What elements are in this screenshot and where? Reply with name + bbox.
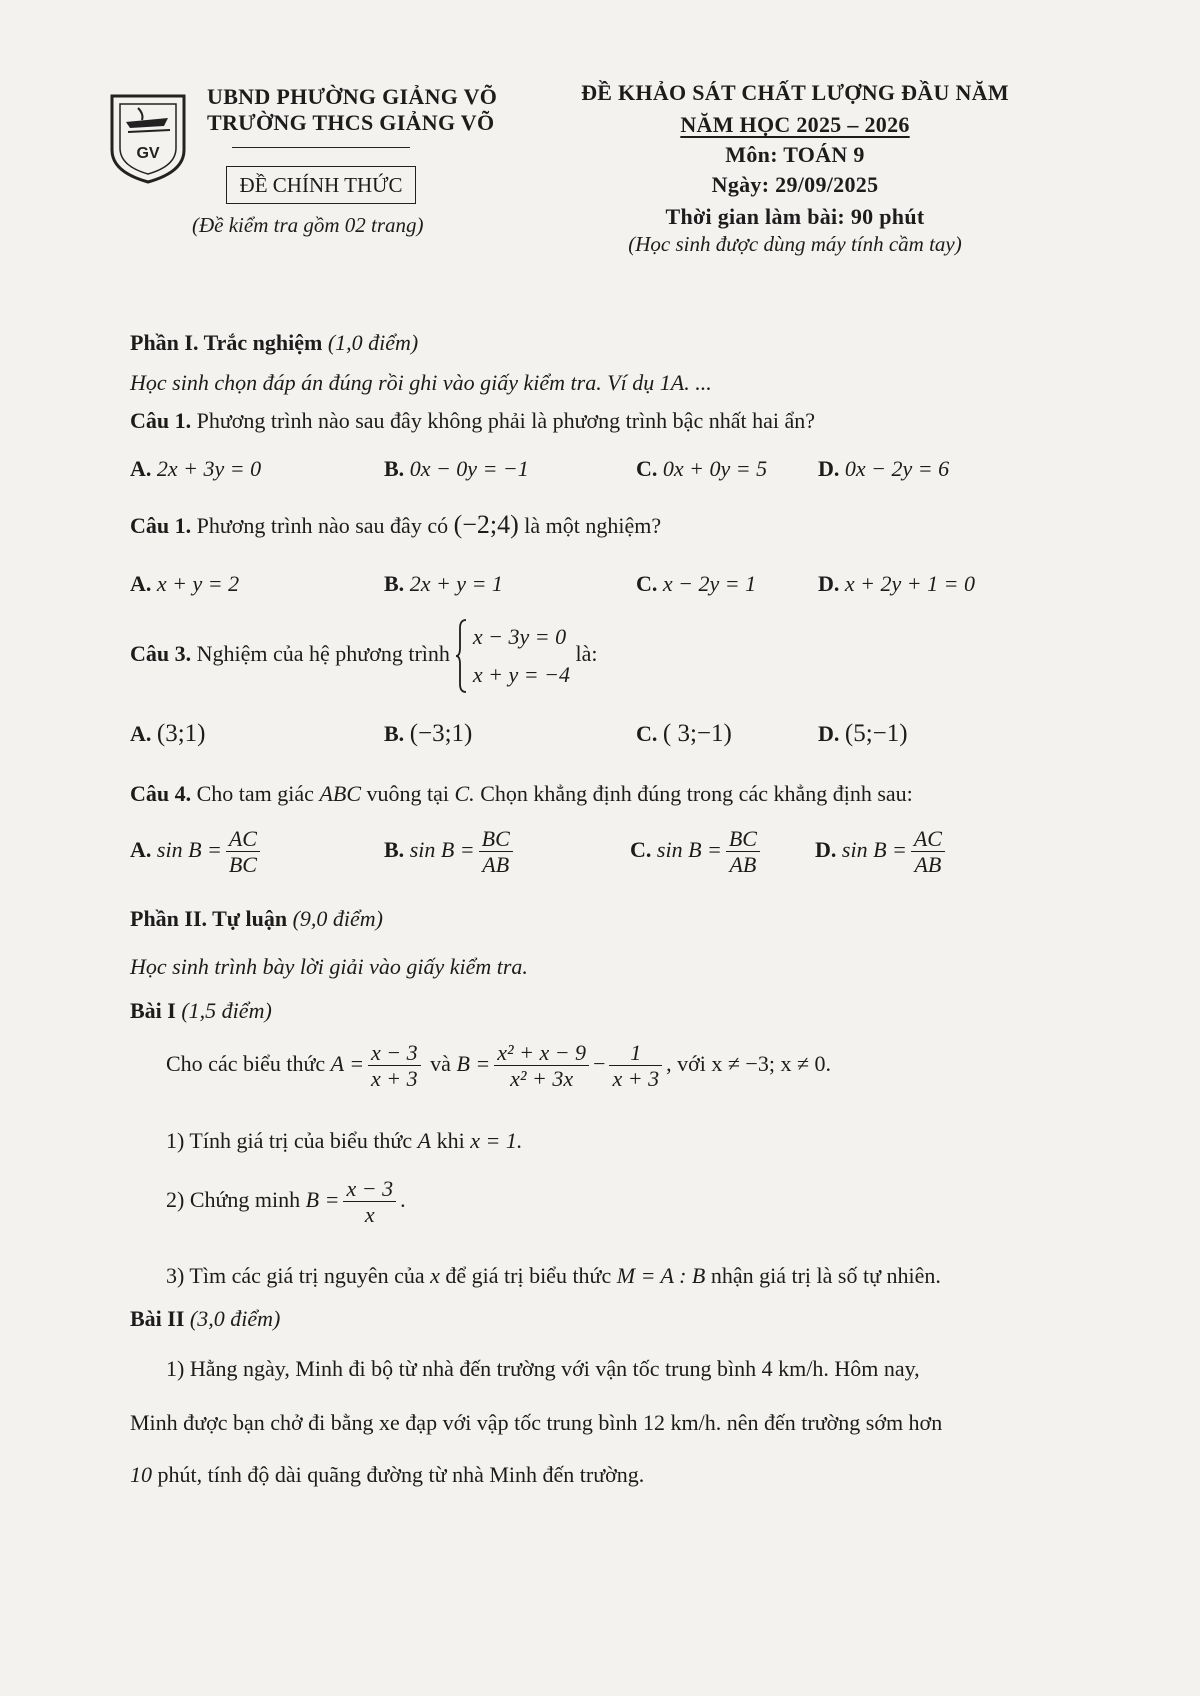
q4-option-c-num: BC bbox=[726, 826, 760, 852]
bai2-points: (3,0 điểm) bbox=[189, 1306, 281, 1331]
bai1-b-den-2: x + 3 bbox=[612, 1066, 660, 1092]
q4-option-d-fraction bbox=[911, 826, 945, 878]
q2-option-c bbox=[636, 571, 756, 597]
question-2-text-after: là một nghiệm? bbox=[524, 513, 662, 538]
question-3-text-after: là: bbox=[575, 641, 598, 667]
q1-option-d-label: D. bbox=[818, 456, 840, 481]
q4-option-a-lhs: sin B = bbox=[156, 836, 222, 862]
q1-option-b bbox=[384, 456, 529, 482]
q4-option-a bbox=[130, 826, 264, 878]
part1-instruction: Học sinh chọn đáp án đúng rồi ghi vào giấy kiểm tra. Ví dụ 1A. ... bbox=[130, 370, 712, 395]
q3-option-d-expr: (5;−1) bbox=[844, 720, 908, 747]
school-year-text: NĂM HỌC 2025 – 2026 bbox=[680, 112, 910, 137]
part2-heading bbox=[130, 906, 383, 932]
bai1-q1-value: x = 1. bbox=[470, 1128, 523, 1153]
exam-title: ĐỀ KHẢO SÁT CHẤT LƯỢNG ĐẦU NĂM bbox=[581, 80, 1009, 105]
bai1-title: Bài I bbox=[130, 998, 176, 1023]
school-logo bbox=[108, 92, 188, 184]
bai1-q2-lhs: B = bbox=[305, 1186, 340, 1212]
bai1-b-den-1: x² + 3x bbox=[510, 1066, 574, 1092]
bai2-title: Bài II bbox=[130, 1306, 185, 1331]
q4-option-b-fraction bbox=[479, 826, 513, 878]
q4-option-a-den: BC bbox=[228, 852, 257, 878]
bai1-b-num-1: x² + x − 9 bbox=[494, 1040, 589, 1066]
q1-option-d bbox=[818, 456, 949, 482]
equation-system bbox=[455, 618, 570, 694]
q1-option-a-expr: 2x + 3y = 0 bbox=[156, 456, 262, 481]
system-brace-icon bbox=[455, 618, 467, 694]
q3-option-a-label: A. bbox=[130, 721, 152, 746]
bai2-line-3-text: phút, tính độ dài quãng đường từ nhà Minh đến trường. bbox=[157, 1462, 645, 1487]
part2-title: Phần II. Tự luận bbox=[130, 906, 288, 931]
bai1-question-3 bbox=[166, 1263, 941, 1289]
exam-date: Ngày: 29/09/2025 bbox=[711, 172, 879, 197]
system-eq-2: x + y = −4 bbox=[472, 662, 570, 687]
q4-option-b-den: AB bbox=[482, 852, 510, 878]
part2-instruction: Học sinh trình bày lời giải vào giấy kiểm tra. bbox=[130, 954, 528, 979]
q4-option-b bbox=[384, 826, 517, 878]
q2-option-c-expr: x − 2y = 1 bbox=[662, 571, 757, 596]
exam-duration: Thời gian làm bài: 90 phút bbox=[665, 204, 925, 229]
question-4-vertex: C. bbox=[454, 781, 475, 806]
bai1-intro: Cho các biểu thức bbox=[166, 1050, 326, 1076]
question-4-text-3: Chọn khẳng định đúng trong các khẳng định sau: bbox=[480, 781, 913, 806]
question-2-label: Câu 1. bbox=[130, 513, 192, 538]
org-line-1: UBND PHƯỜNG GIẢNG VÕ bbox=[207, 84, 498, 109]
q3-option-c-label: C. bbox=[636, 721, 658, 746]
q1-option-a bbox=[130, 456, 261, 482]
bai1-q1-var: A bbox=[417, 1128, 432, 1153]
question-1-label: Câu 1. bbox=[130, 408, 192, 433]
bai2-line-2: Minh được bạn chở đi bằng xe đạp với vập tốc trung bình 12 km/h. nên đến trường sớm hơn bbox=[130, 1410, 943, 1435]
bai1-minus: − bbox=[593, 1050, 606, 1076]
q2-option-c-label: C. bbox=[636, 571, 658, 596]
q2-option-d-expr: x + 2y + 1 = 0 bbox=[844, 571, 975, 596]
question-4-triangle: ABC bbox=[319, 781, 361, 806]
svg-text:GV: GV bbox=[136, 145, 160, 162]
q1-option-a-label: A. bbox=[130, 456, 152, 481]
q4-option-b-num: BC bbox=[479, 826, 513, 852]
system-eq-1: x − 3y = 0 bbox=[472, 624, 567, 649]
q3-option-a-expr: (3;1) bbox=[156, 720, 206, 747]
question-4-text-2: vuông tại bbox=[366, 781, 449, 806]
q4-option-c-fraction bbox=[726, 826, 760, 878]
bai1-q3-text-b: để giá trị biểu thức bbox=[445, 1263, 612, 1288]
bai1-q2-fraction bbox=[343, 1176, 396, 1228]
q4-option-c-den: AB bbox=[729, 852, 757, 878]
bai1-q3-expr: M = A : B bbox=[616, 1263, 706, 1288]
question-4 bbox=[130, 781, 913, 807]
question-1 bbox=[130, 408, 815, 434]
q4-option-a-label: A. bbox=[130, 836, 152, 862]
q2-option-a-label: A. bbox=[130, 571, 152, 596]
q2-option-b-label: B. bbox=[384, 571, 405, 596]
bai2-line-3 bbox=[130, 1462, 644, 1488]
q3-option-b-label: B. bbox=[384, 721, 405, 746]
part1-heading bbox=[130, 330, 418, 356]
question-2-text-before: Phương trình nào sau đây có bbox=[196, 513, 449, 538]
q3-option-d-label: D. bbox=[818, 721, 840, 746]
subject: Môn: TOÁN 9 bbox=[725, 142, 865, 167]
bai1-q3-text-a: 3) Tìm các giá trị nguyên của bbox=[166, 1263, 425, 1288]
q1-option-b-expr: 0x − 0y = −1 bbox=[409, 456, 529, 481]
pages-note: (Đề kiểm tra gồm 02 trang) bbox=[192, 213, 424, 237]
bai1-q3-text-c: nhận giá trị là số tự nhiên. bbox=[710, 1263, 941, 1288]
bai1-a-lhs: A = bbox=[330, 1050, 365, 1076]
q4-option-d-den: AB bbox=[914, 852, 942, 878]
bai1-a-fraction bbox=[368, 1040, 421, 1092]
q4-option-c-label: C. bbox=[630, 836, 652, 862]
bai1-b-fraction-1 bbox=[494, 1040, 589, 1092]
question-3 bbox=[130, 618, 597, 694]
bai1-q2-end: . bbox=[400, 1186, 406, 1212]
q4-option-b-label: B. bbox=[384, 836, 405, 862]
question-2-point: (−2;4) bbox=[453, 510, 519, 539]
bai1-b-fraction-2 bbox=[609, 1040, 662, 1092]
bai1-q2-num: x − 3 bbox=[343, 1176, 396, 1202]
q1-option-d-expr: 0x − 2y = 6 bbox=[844, 456, 950, 481]
bai2-minutes: 10 bbox=[130, 1462, 152, 1487]
q4-option-a-fraction bbox=[226, 826, 260, 878]
bai1-points: (1,5 điểm) bbox=[181, 998, 272, 1023]
q2-option-a-expr: x + y = 2 bbox=[156, 571, 240, 596]
bai1-q1-text-b: khi bbox=[436, 1128, 465, 1153]
q2-option-d bbox=[818, 571, 975, 597]
bai1-heading bbox=[130, 998, 272, 1024]
q1-option-b-label: B. bbox=[384, 456, 405, 481]
bai1-a-den: x + 3 bbox=[371, 1066, 418, 1092]
bai1-q1-text-a: 1) Tính giá trị của biểu thức bbox=[166, 1128, 413, 1153]
question-2 bbox=[130, 510, 661, 540]
bai1-condition: , với x ≠ −3; x ≠ 0. bbox=[666, 1050, 832, 1076]
q3-option-b bbox=[384, 720, 472, 748]
part1-points: (1,0 điểm) bbox=[327, 330, 419, 355]
bai1-q2-den: x bbox=[364, 1202, 375, 1228]
q3-option-b-expr: (−3;1) bbox=[409, 720, 473, 747]
part2-points: (9,0 điểm) bbox=[292, 906, 384, 931]
bai1-question-1 bbox=[166, 1128, 522, 1154]
header-divider bbox=[232, 147, 410, 148]
bai1-question-2 bbox=[166, 1176, 406, 1228]
question-1-text: Phương trình nào sau đây không phải là phương trình bậc nhất hai ẩn? bbox=[196, 408, 815, 433]
q3-option-c-expr: ( 3;−1) bbox=[662, 720, 732, 747]
q4-option-b-lhs: sin B = bbox=[409, 836, 475, 862]
bai1-q2-text: 2) Chứng minh bbox=[166, 1186, 301, 1212]
q1-option-c bbox=[636, 456, 767, 482]
q2-option-b-expr: 2x + y = 1 bbox=[409, 571, 503, 596]
bai1-b-lhs: B = bbox=[456, 1050, 491, 1076]
q2-option-d-label: D. bbox=[818, 571, 840, 596]
q1-option-c-label: C. bbox=[636, 456, 658, 481]
official-stamp-box bbox=[226, 166, 416, 204]
q1-option-c-expr: 0x + 0y = 5 bbox=[662, 456, 768, 481]
bai2-heading bbox=[130, 1306, 280, 1332]
q4-option-d-num: AC bbox=[911, 826, 945, 852]
question-4-text-1: Cho tam giác bbox=[196, 781, 314, 806]
q3-option-c bbox=[636, 720, 732, 748]
question-3-label: Câu 3. bbox=[130, 641, 192, 667]
question-3-text-before: Nghiệm của hệ phương trình bbox=[196, 641, 450, 667]
bai1-b-num-2: 1 bbox=[609, 1040, 662, 1066]
q4-option-d bbox=[815, 826, 949, 878]
q4-option-a-num: AC bbox=[226, 826, 260, 852]
q2-option-b bbox=[384, 571, 503, 597]
official-stamp-text: ĐỀ CHÍNH THỨC bbox=[239, 173, 403, 197]
bai1-q3-var: x bbox=[430, 1263, 440, 1288]
bai2-line-1: 1) Hằng ngày, Minh đi bộ từ nhà đến trường với vận tốc trung bình 4 km/h. Hôm nay, bbox=[166, 1356, 920, 1381]
q3-option-d bbox=[818, 720, 908, 748]
q4-option-c bbox=[630, 826, 764, 878]
school-year bbox=[560, 112, 1030, 138]
q4-option-d-lhs: sin B = bbox=[841, 836, 907, 862]
bai1-a-num: x − 3 bbox=[368, 1040, 421, 1066]
org-line-2: TRƯỜNG THCS GIẢNG VÕ bbox=[207, 110, 495, 135]
q3-option-a bbox=[130, 720, 206, 748]
calculator-note: (Học sinh được dùng máy tính cầm tay) bbox=[628, 232, 962, 256]
q4-option-c-lhs: sin B = bbox=[656, 836, 722, 862]
q2-option-a bbox=[130, 571, 239, 597]
bai1-and: và bbox=[430, 1050, 451, 1076]
question-4-label: Câu 4. bbox=[130, 781, 192, 806]
bai1-expressions bbox=[166, 1040, 831, 1092]
part1-title: Phần I. Trắc nghiệm bbox=[130, 330, 323, 355]
q4-option-d-label: D. bbox=[815, 836, 837, 862]
